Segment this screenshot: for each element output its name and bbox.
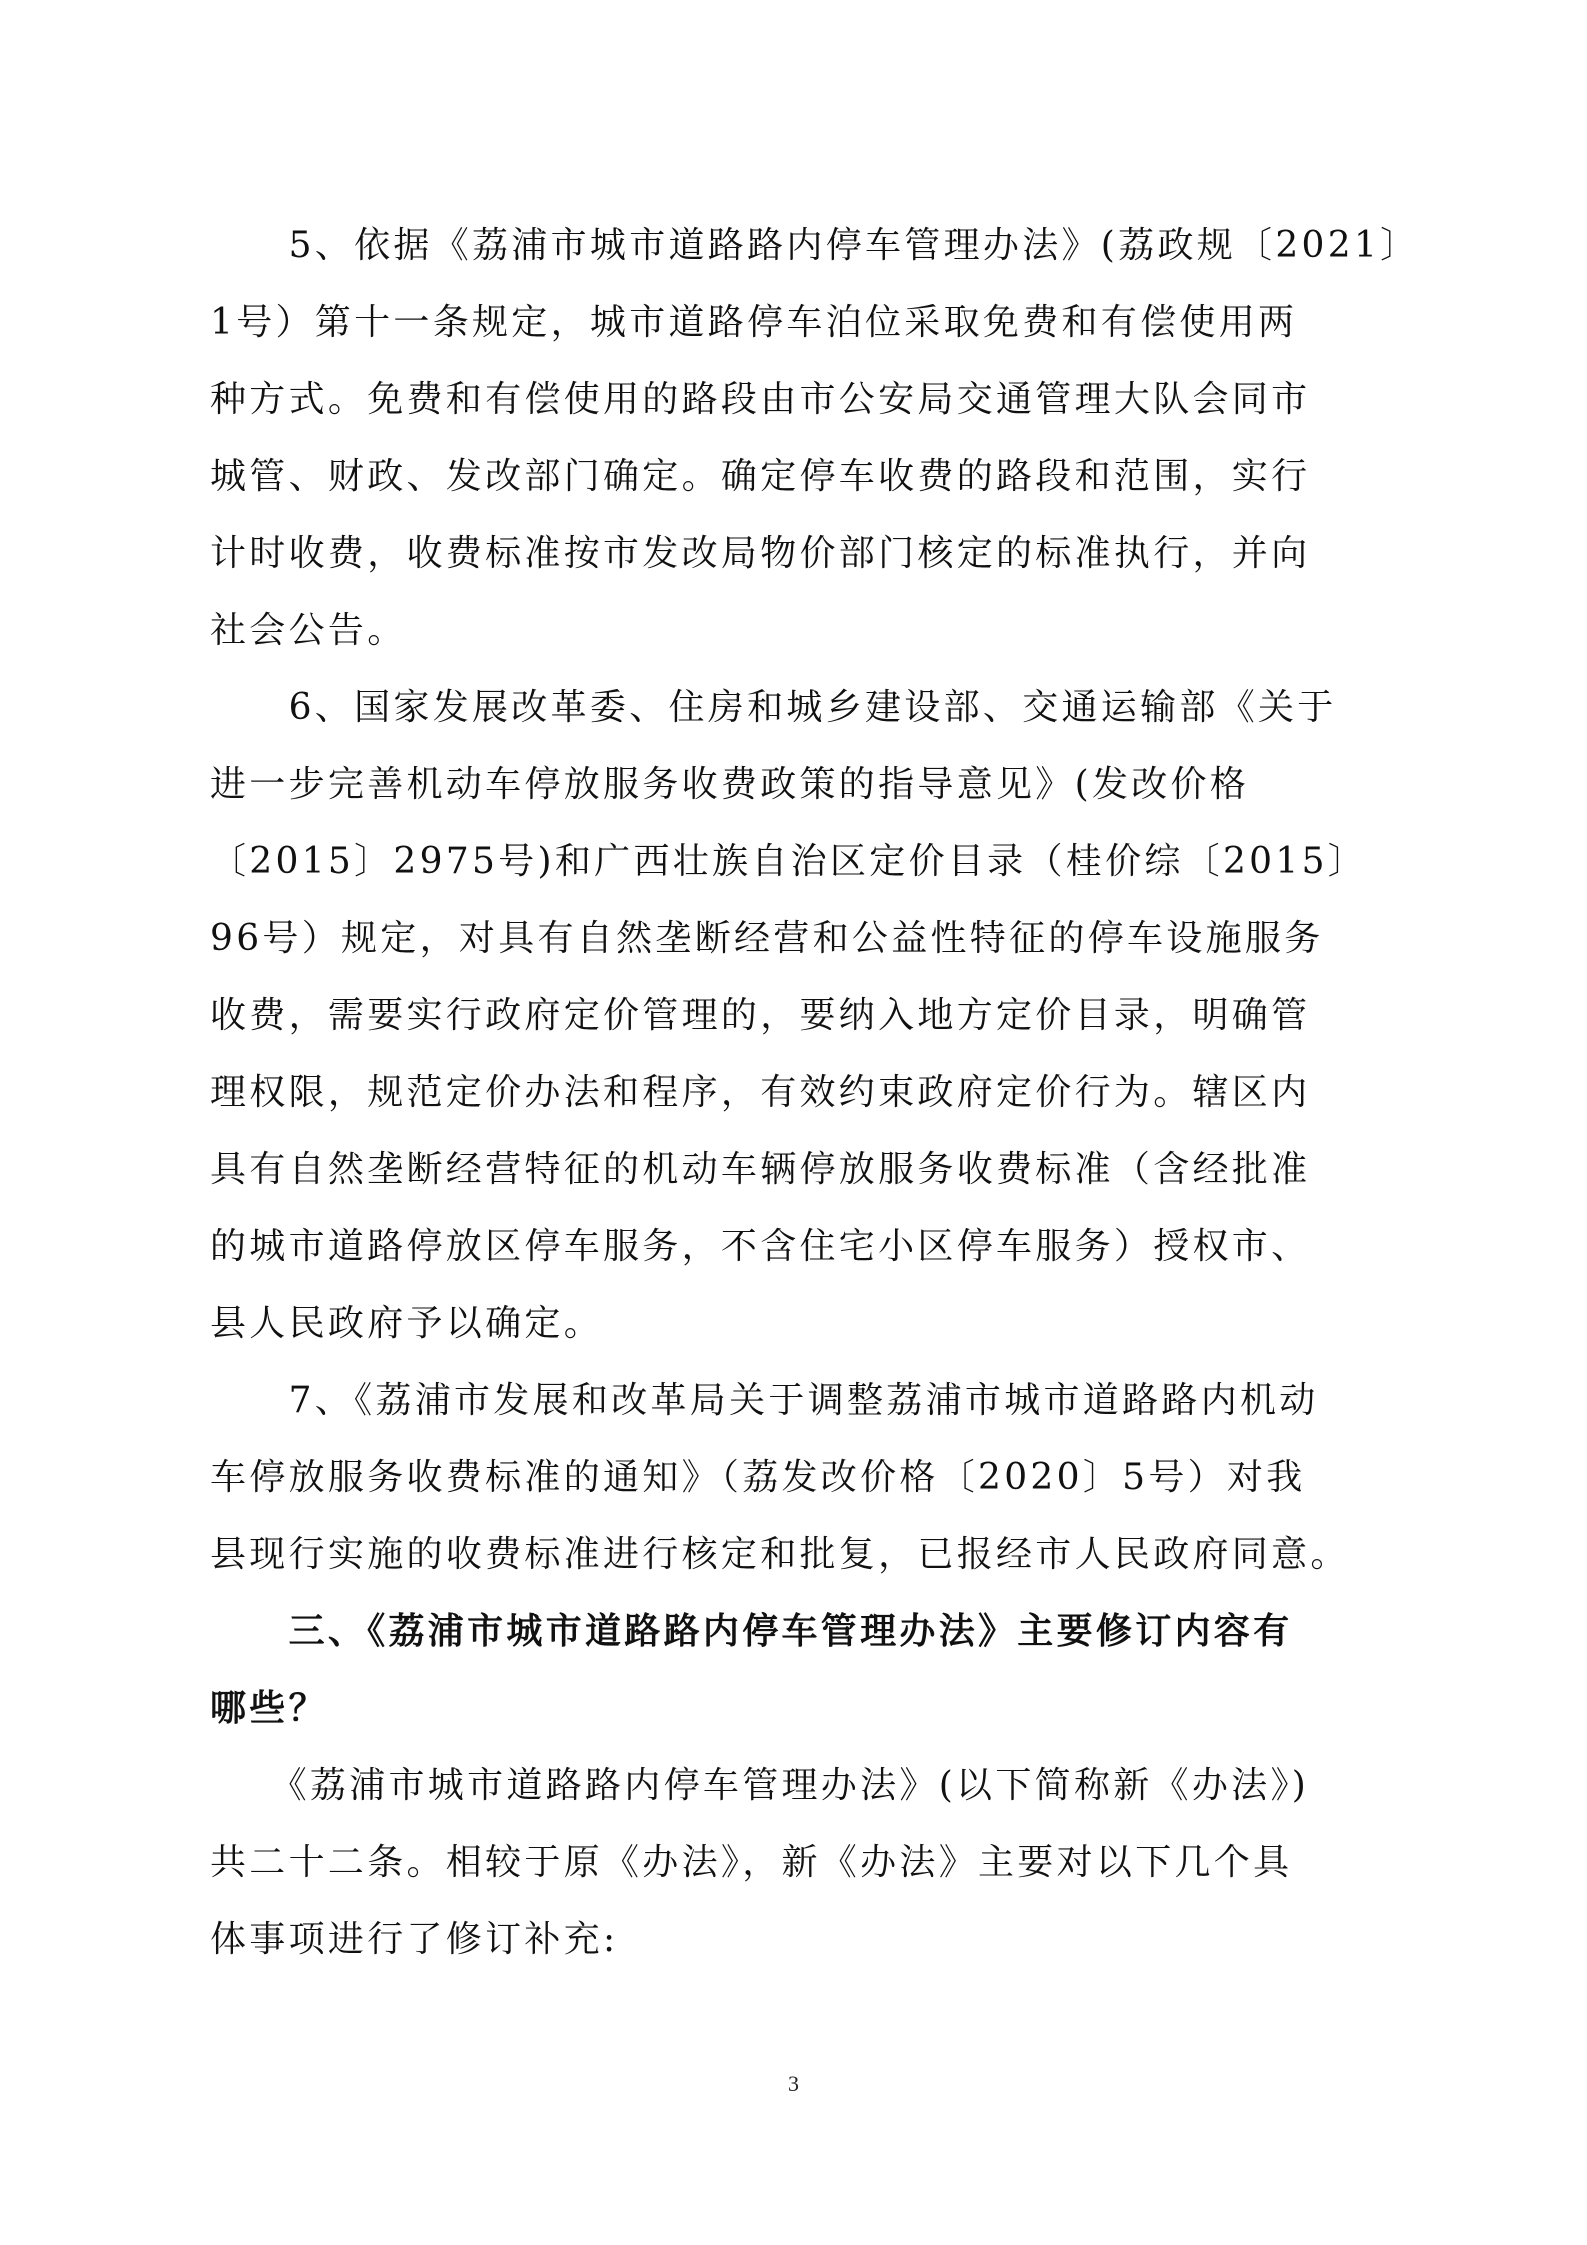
text-line: 共二十二条。相较于原《办法》，新《办法》主要对以下几个具 bbox=[210, 1842, 1293, 1883]
text-line: 县现行实施的收费标准进行核定和批复，已报经市人民政府同意。 bbox=[210, 1534, 1350, 1575]
text-line: 7、《荔浦市发展和改革局关于调整荔浦市城市道路路内机动 bbox=[210, 1380, 1319, 1421]
text-line: 5、依据《荔浦市城市道路路内停车管理办法》(荔政规〔2021〕 bbox=[210, 225, 1420, 266]
page-number: 3 bbox=[788, 2071, 799, 2096]
text-line: 的城市道路停放区停车服务，不含住宅小区停车服务）授权市、 bbox=[210, 1226, 1311, 1267]
text-line: 6、国家发展改革委、住房和城乡建设部、交通运输部《关于 bbox=[210, 687, 1337, 728]
text-line: 进一步完善机动车停放服务收费政策的指导意见》(发改价格 bbox=[210, 764, 1250, 805]
text-line: 具有自然垄断经营特征的机动车辆停放服务收费标准（含经批准 bbox=[210, 1149, 1311, 1190]
text-line: 96号）规定，对具有自然垄断经营和公益性特征的停车设施服务 bbox=[210, 918, 1324, 959]
text-line: 社会公告。 bbox=[210, 610, 407, 651]
text-line: 体事项进行了修订补充: bbox=[210, 1919, 619, 1960]
text-line: 《荔浦市城市道路路内停车管理办法》(以下简称新《办法》) bbox=[210, 1765, 1310, 1806]
text-line: 车停放服务收费标准的通知》（荔发改价格〔2020〕5号）对我 bbox=[210, 1457, 1306, 1498]
text-line: 种方式。免费和有偿使用的路段由市公安局交通管理大队会同市 bbox=[210, 379, 1311, 420]
text-line: 收费，需要实行政府定价管理的，要纳入地方定价目录，明确管 bbox=[210, 995, 1311, 1036]
text-line: 县人民政府予以确定。 bbox=[210, 1303, 604, 1344]
section-heading: 三、《荔浦市城市道路路内停车管理办法》主要修订内容有 bbox=[210, 1611, 1293, 1652]
text-line: 1号）第十一条规定，城市道路停车泊位采取免费和有偿使用两 bbox=[210, 302, 1298, 343]
text-line: 理权限，规范定价办法和程序，有效约束政府定价行为。辖区内 bbox=[210, 1072, 1311, 1113]
text-line: 城管、财政、发改部门确定。确定停车收费的路段和范围，实行 bbox=[210, 456, 1311, 497]
text-line: 计时收费，收费标准按市发改局物价部门核定的标准执行，并向 bbox=[210, 533, 1311, 574]
section-heading: 哪些？ bbox=[210, 1688, 328, 1729]
text-line: 〔2015〕2975号)和广西壮族自治区定价目录（桂价综〔2015〕 bbox=[210, 841, 1368, 882]
